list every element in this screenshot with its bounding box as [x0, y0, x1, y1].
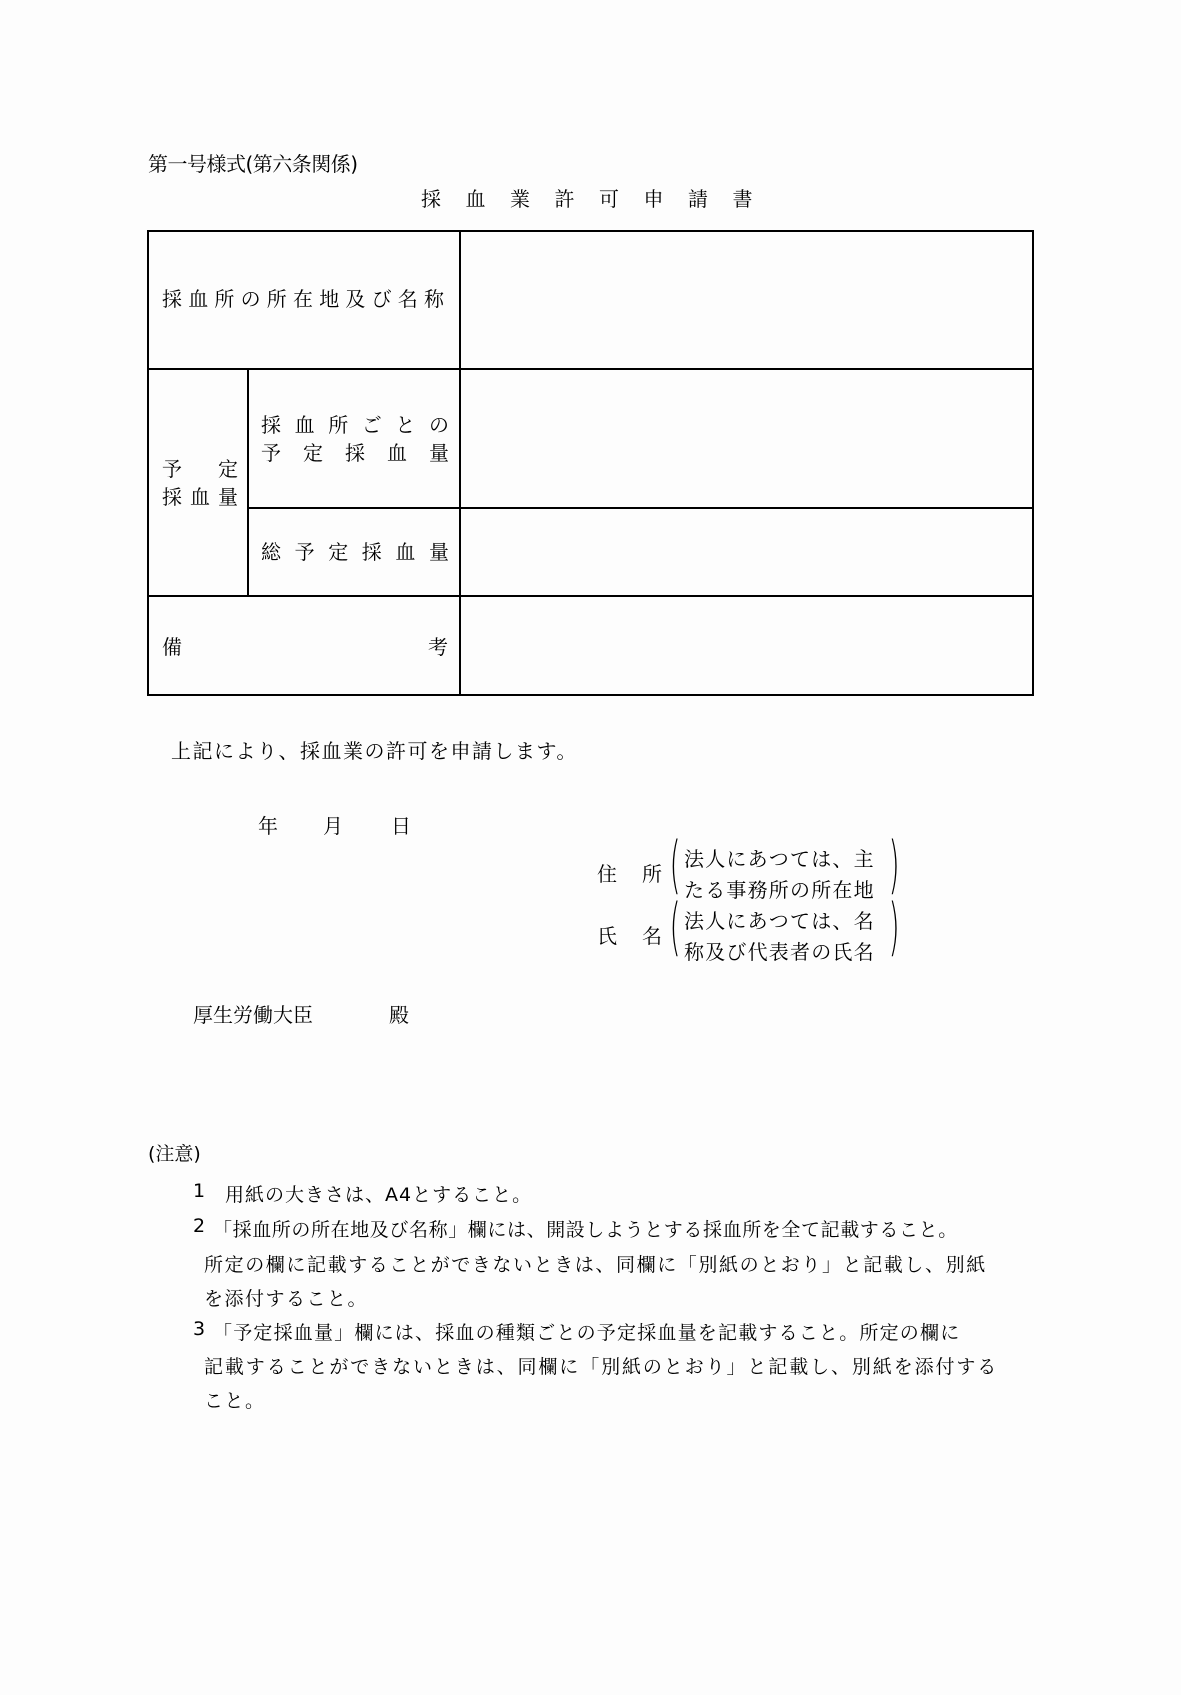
location-and-name-field[interactable] — [461, 232, 1032, 368]
document-title: 採血業許可申請書 — [421, 187, 777, 211]
total-volume-field[interactable] — [461, 509, 1032, 595]
note-line: 「予定採血量」欄には、採血の種類ごとの予定採血量を記載すること。所定の欄に — [213, 1322, 961, 1344]
name-note-line1: 法人にあつては、名 — [684, 909, 875, 933]
name-label-1: 氏 — [597, 924, 617, 948]
application-table — [147, 230, 1034, 696]
name-label-2: 名 — [642, 924, 662, 948]
note-number: 1 — [193, 1180, 206, 1202]
address-label-1: 住 — [597, 862, 617, 886]
name-note-line2: 称及び代表者の氏名 — [684, 940, 875, 964]
note-line: こと。 — [204, 1390, 266, 1412]
recipient-name: 厚生労働大臣 — [193, 1003, 313, 1027]
recipient-honorific: 殿 — [389, 1003, 409, 1027]
label-per-site-line2: 予 定 採 血 量 — [261, 441, 449, 465]
label-planned-volume-line2: 採血量 — [162, 485, 246, 509]
form-number: 第一号様式(第六条関係) — [148, 152, 358, 176]
label-planned-volume-line1: 予 定 — [162, 457, 238, 481]
per-site-volume-field[interactable] — [461, 370, 1032, 507]
note-number: 3 — [193, 1318, 206, 1340]
label-remarks: 備 考 — [162, 635, 448, 659]
application-statement: 上記により、採血業の許可を申請します。 — [171, 739, 578, 763]
note-line: 「採血所の所在地及び名称」欄には、開設しようとする採血所を全て記載すること。 — [213, 1219, 958, 1241]
right-paren-icon: ) — [888, 890, 900, 963]
notes-heading: (注意) — [148, 1143, 201, 1165]
note-line: 用紙の大きさは、A4とすること。 — [225, 1184, 533, 1206]
note-line: 所定の欄に記載することができないときは、同欄に「別紙のとおり」と記載し、別紙 — [204, 1254, 987, 1276]
label-per-site-line1: 採 血 所 ご と の — [261, 413, 449, 437]
label-location-and-name: 採血所の所在地及び名称 — [162, 287, 451, 311]
address-label-2: 所 — [642, 862, 662, 886]
address-note-line2: たる事務所の所在地 — [684, 878, 875, 902]
address-note-line1: 法人にあつては、主 — [684, 847, 875, 871]
date-year: 年 — [258, 814, 278, 838]
note-line: 記載することができないときは、同欄に「別紙のとおり」と記載し、別紙を添付する — [204, 1356, 999, 1378]
right-paren-icon: ) — [888, 828, 900, 901]
left-paren-icon: ( — [669, 890, 681, 963]
date-day: 日 — [391, 814, 411, 838]
label-total-volume: 総 予 定 採 血 量 — [261, 540, 449, 564]
left-paren-icon: ( — [669, 828, 681, 901]
remarks-field[interactable] — [461, 597, 1032, 694]
column-divider — [247, 369, 249, 596]
note-number: 2 — [193, 1215, 206, 1237]
date-month: 月 — [323, 814, 343, 838]
note-line: を添付すること。 — [204, 1288, 369, 1310]
